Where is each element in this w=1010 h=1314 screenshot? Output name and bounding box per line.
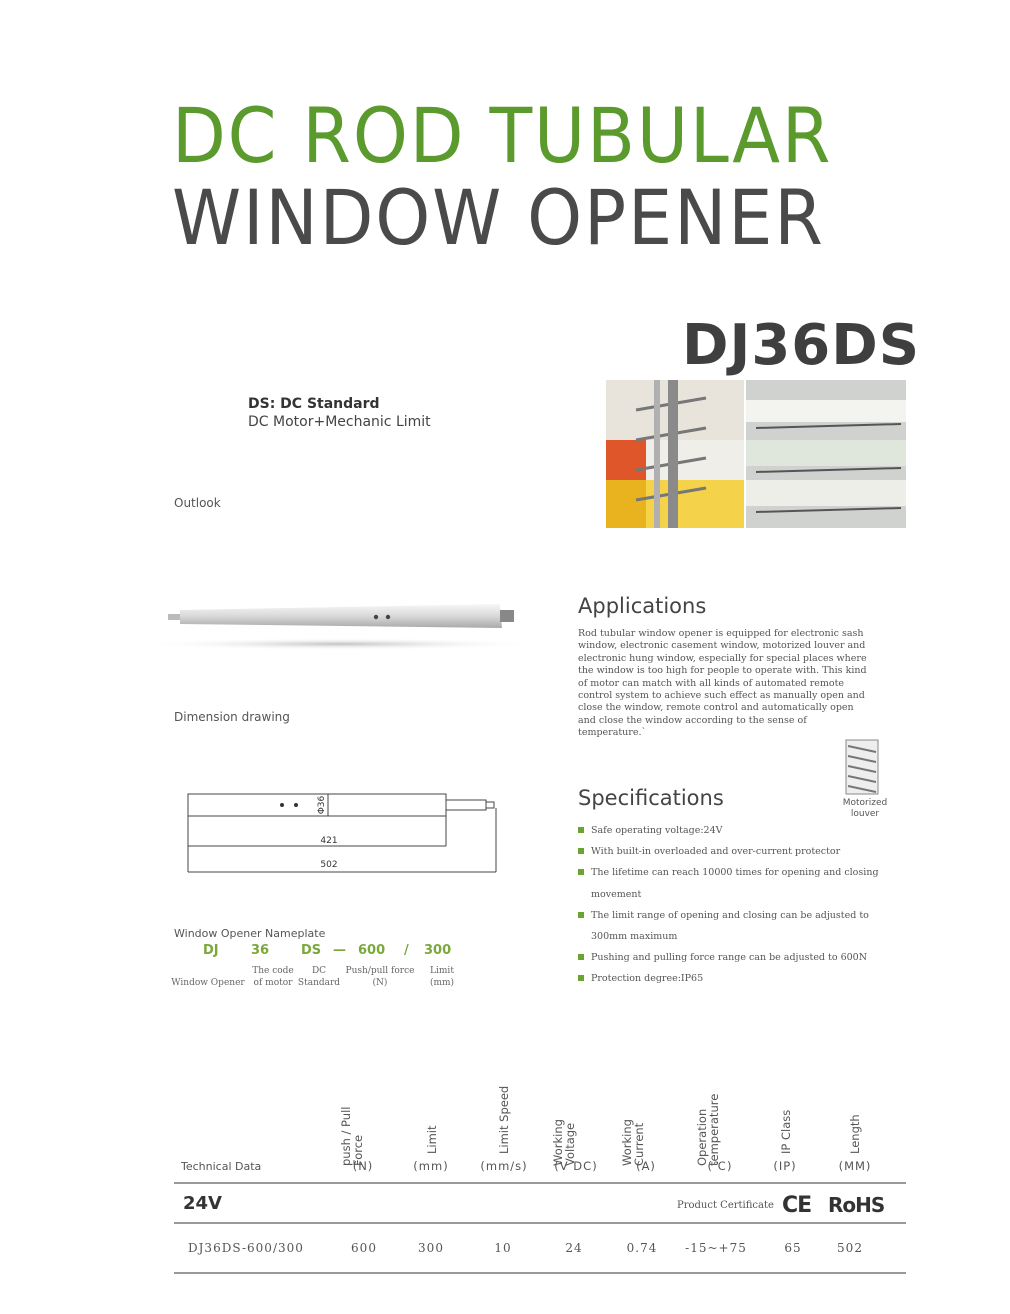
- nameplate-code: 600: [358, 943, 386, 958]
- technical-data-label: Technical Data: [181, 1160, 262, 1173]
- table-rule: [174, 1222, 906, 1224]
- ds-heading: DS: DC Standard: [248, 396, 380, 412]
- col-header: Length: [848, 1114, 862, 1154]
- total-length-label: 502: [320, 860, 338, 870]
- ds-subtitle: DC Motor+Mechanic Limit: [248, 414, 431, 430]
- diameter-label: Φ36: [317, 795, 327, 815]
- ce-mark-icon: CE: [782, 1193, 812, 1218]
- table-cell: 10: [494, 1241, 512, 1255]
- title-line-1: DC ROD TUBULAR: [172, 91, 833, 180]
- table-cell: 24: [565, 1241, 583, 1255]
- spec-item: Pushing and pulling force range can be adjusted to 600N: [578, 947, 888, 968]
- opener-rod-image: [140, 600, 540, 660]
- nameplate-code: /: [404, 943, 409, 958]
- nameplate-code: DJ: [203, 943, 219, 958]
- col-unit: (V DC): [554, 1159, 598, 1173]
- table-cell: 65: [784, 1241, 802, 1255]
- nameplate-caption: Window Opener: [171, 978, 245, 988]
- col-header: Working Voltage: [551, 1119, 577, 1166]
- col-header: Limit: [425, 1125, 439, 1154]
- table-rule: [174, 1182, 906, 1184]
- table-cell: 600: [351, 1241, 377, 1255]
- col-header: Operation temperature: [695, 1093, 721, 1166]
- col-unit: (IP): [773, 1159, 797, 1173]
- voltage-group: 24V: [183, 1193, 222, 1214]
- col-header: push / Pull Force: [339, 1106, 365, 1166]
- product-photo: [606, 380, 906, 528]
- rohs-mark-icon: RoHS: [828, 1193, 885, 1217]
- nameplate-code: 300: [424, 943, 452, 958]
- specifications-list: [578, 820, 888, 990]
- model-name: DJ36DS: [682, 313, 921, 378]
- spec-item: With built-in overloaded and over-current protector: [578, 841, 888, 862]
- nameplate-code: —: [333, 943, 346, 958]
- col-unit: (℃): [707, 1159, 733, 1173]
- col-unit: (MM): [838, 1159, 872, 1173]
- nameplate-caption: DC Standard: [297, 966, 341, 988]
- nameplate-caption: Limit (mm): [429, 966, 455, 988]
- nameplate-code: DS: [301, 943, 322, 958]
- dimension-label: Dimension drawing: [174, 710, 290, 724]
- body-length-label: 421: [320, 836, 338, 846]
- nameplate-title: Window Opener Nameplate: [174, 927, 326, 940]
- col-unit: (N): [352, 1159, 374, 1173]
- col-unit: (A): [636, 1159, 656, 1173]
- nameplate-caption: The code of motor: [252, 966, 294, 988]
- louver-icon: [844, 738, 880, 796]
- louver-caption: Motorized louver: [842, 798, 888, 819]
- certificate-label: Product Certificate: [677, 1200, 774, 1211]
- outlook-label: Outlook: [174, 496, 221, 510]
- spec-item: The lifetime can reach 10000 times for opening and closing movement: [578, 862, 888, 904]
- nameplate-caption: Push/pull force (N): [345, 966, 415, 988]
- specifications-title: Specifications: [578, 786, 724, 810]
- spec-item: The limit range of opening and closing can be adjusted to 300mm maximum: [578, 905, 888, 947]
- table-cell: 0.74: [626, 1241, 658, 1255]
- col-header: Working Current: [620, 1119, 646, 1166]
- table-rule: [174, 1272, 906, 1274]
- col-unit: (mm/s): [480, 1159, 528, 1173]
- table-cell-model: DJ36DS-600/300: [188, 1241, 304, 1255]
- spec-item: Protection degree:IP65: [578, 968, 888, 989]
- col-header: Limit Speed: [497, 1085, 511, 1154]
- spec-item: Safe operating voltage:24V: [578, 820, 888, 841]
- nameplate-code: 36: [251, 943, 270, 958]
- applications-text: Rod tubular window opener is equipped for electronic sash window, electronic casement window, motorized louver and electronic hung window, especially for special places where the window is too high for people to operate with. This kind of motor can match with all kinds of automated remote control system to achieve such effect as manually open and close the window, remote control and automatically open and close the window according to the sense of temperature.`: [578, 628, 867, 739]
- col-header: IP Class: [779, 1109, 793, 1154]
- table-cell: 502: [837, 1241, 863, 1255]
- table-cell: 300: [418, 1241, 444, 1255]
- applications-title: Applications: [578, 594, 707, 618]
- table-cell: -15~+75: [685, 1241, 747, 1255]
- title-line-2: WINDOW OPENER: [172, 173, 825, 262]
- col-unit: (mm): [413, 1159, 449, 1173]
- dimension-drawing: [182, 788, 502, 878]
